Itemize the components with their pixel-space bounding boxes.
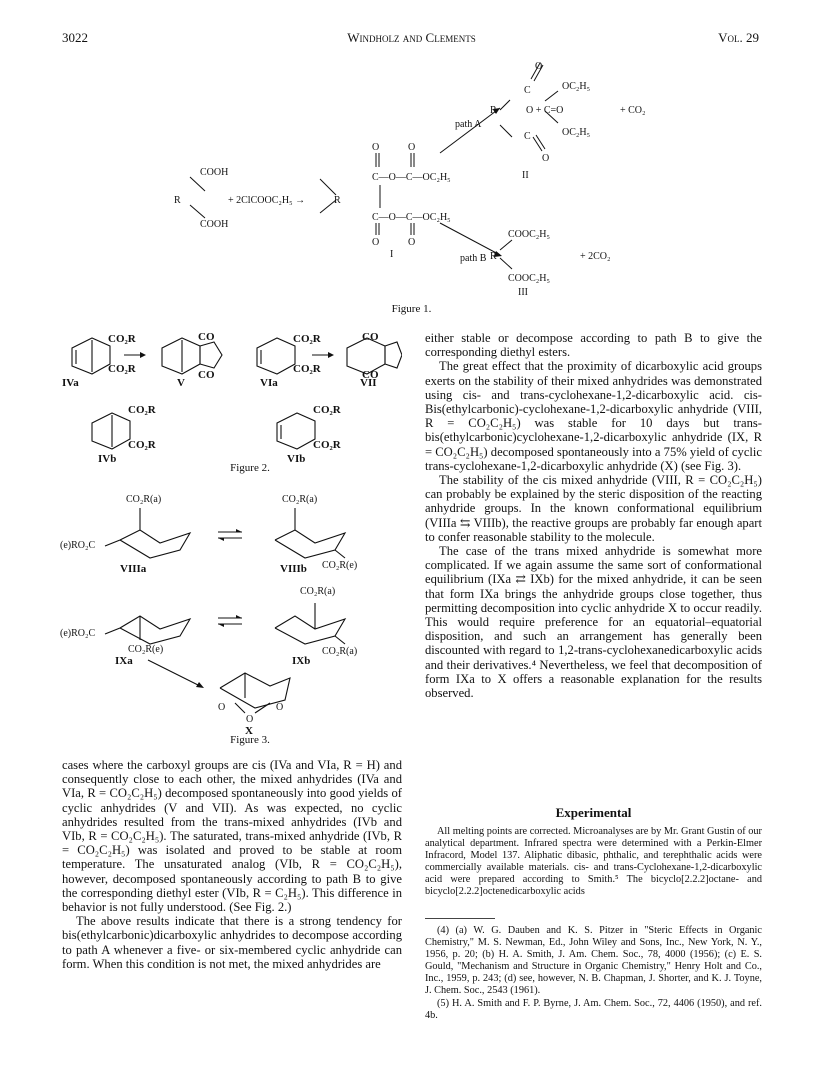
reactant-cooh-bottom: COOH (200, 219, 229, 230)
right-column-body (425, 331, 762, 700)
section-title-experimental: Experimental (555, 805, 632, 820)
co2r-label: CO₂R (313, 404, 341, 416)
product-iii-cooc2h5-top: COOC₂H₅ (508, 229, 550, 240)
co-label: CO (198, 369, 215, 381)
volume-label: Vol. 29 (718, 30, 759, 45)
oxygen-label: O (542, 153, 550, 164)
product-ii-oc2h5-top: OC₂H₅ (562, 81, 591, 92)
co2r-a-label: CO₂R(a) (126, 494, 162, 505)
compound-label-ixa: IXa (115, 655, 133, 667)
product-ii-oc2h5-bottom: OC₂H₅ (562, 127, 591, 138)
co2r-label: CO₂R (293, 363, 321, 375)
oxygen-label: O (276, 702, 284, 713)
figure-3-caption: Figure 3. (230, 734, 270, 746)
product-iii-r: R (490, 251, 497, 262)
co2r-label: CO₂R (128, 404, 156, 416)
figure-3-conformers (60, 488, 400, 734)
footnote: (5) H. A. Smith and F. P. Byrne, J. Am. Chem. Soc., 72, 4406 (1950), and ref. 4b. (425, 997, 762, 1021)
compound-label-ivb: IVb (98, 453, 117, 465)
co2r-e-label: CO₂R(e) (128, 644, 164, 655)
experimental-text (425, 826, 762, 899)
co2r-label: CO₂R (108, 333, 136, 345)
co-label: CO (198, 331, 215, 343)
reagent-chloroformate: + 2ClCOOC₂H₅ → (228, 195, 306, 206)
paragraph: The case of the trans mixed anhydride is somewhat more complicated. If we again assume the same sort of conformational equilibrium (IXa ⇄ IXb) for the mixed anhydride, it can be seen that form IXa brings the anhydride groups close together, thus permitting decomposition into cyclic anhydride X to occur readily. This would require preference for an equatorial–equatorial disposition, and such an arrangement has generally been discounted with regard to 1,2-trans-cyclohexanedicarboxylic acids and their derivatives.⁴ Nevertheless, we feel that decomposition of form IXa to X offers a reasonable explanation for the results observed. (425, 544, 762, 701)
footnote-divider (425, 918, 495, 919)
paragraph: The great effect that the proximity of dicarboxylic acid groups exerts on the stability of their mixed anhydrides was demonstrated using cis- and trans-cyclohexane-1,2-dicarboxylic acid. cis-Bis(ethylcarbonic)-cyclohexane-1,2-dicarboxylic anhydride (VIII, R = CO₂C₂H₅) was stable for 10 days but trans-bis(ethylcarbonic)cyclohexane-1,2-dicarboxylic anhydride (IX, R = CO₂C₂H₅) decomposed spontaneously into a 75% yield of cyclic trans-cyclohexane-1,2-dicarboxylic anhydride (X) (see Fig. 3). (425, 359, 762, 473)
oxygen-label: O (408, 237, 416, 248)
co-label: CO (362, 369, 379, 381)
co2r-label: CO₂R (128, 439, 156, 451)
oxygen-label: O (372, 237, 380, 248)
reactant-r: R (174, 195, 181, 206)
co2r-a-label: CO₂R(a) (282, 494, 318, 505)
product-ii-r: R (490, 105, 497, 116)
oxygen-label: O (408, 142, 416, 153)
ero2c-label: (e)RO₂C (60, 628, 96, 639)
figure-1-caption: Figure 1. (391, 303, 432, 315)
product-ii-c-bottom: C (524, 131, 531, 142)
mixed-anhydride-bottom: C—O—C—OC₂H₅ (372, 212, 451, 223)
co-label: CO (362, 331, 379, 343)
co2r-a-label: CO₂R(a) (300, 586, 336, 597)
co2r-e-label: CO₂R(e) (322, 560, 358, 571)
compound-label-via: VIa (260, 377, 278, 389)
paragraph: The above results indicate that there is a strong tendency for bis(ethylcarbonic)dicarboxylic anhydrides to decompose according to path A whenever a five- or six-membered cyclic anhydride can form. When this condition is not met, the mixed anhydrides are (62, 914, 402, 971)
oxygen-label: O (535, 61, 543, 72)
ero2c-label: (e)RO₂C (60, 540, 96, 551)
co2r-label: CO₂R (293, 333, 321, 345)
oxygen-label: O (218, 702, 226, 713)
compound-label-viiia: VIIIa (120, 563, 147, 575)
paragraph: All melting points are corrected. Microanalyses are by Mr. Grant Gustin of our analytical department. Infrared spectra were determined with a Perkin-Elmer Infracord, Model 137. Aliphatic dibasic, phthalic, and terephthalic acids were commercially available materials. cis- and trans-Cyclohexane-1,2-dicarboxylic acid were prepared according to Smith.⁵ The bicyclo[2.2.2]octane- and bicyclo[2.2.2]octenedicarboxylic acids (425, 826, 762, 898)
product-iii-label: III (518, 287, 528, 298)
product-iii-co2: + 2CO₂ (580, 251, 611, 262)
product-ii-co2: + CO₂ (620, 105, 646, 116)
figure-2-structures (62, 328, 402, 478)
oxygen-label: O (246, 714, 254, 725)
compound-label-x: X (245, 725, 253, 734)
compound-label-vii: VII (360, 377, 377, 389)
compound-label-iva: IVa (62, 377, 79, 389)
mixed-anhydride-top: C—O—C—OC₂H₅ (372, 172, 451, 183)
product-ii-label: II (522, 170, 529, 181)
product-ii-o: O + C=O (526, 105, 564, 116)
figure-2-caption: Figure 2. (230, 462, 270, 474)
reactant-cooh-top: COOH (200, 167, 229, 178)
paragraph: either stable or decompose according to path B to give the corresponding diethyl esters. (425, 331, 762, 360)
oxygen-label: O (372, 142, 380, 153)
paragraph: cases where the carboxyl groups are cis (IVa and VIa, R = H) and consequently close to each other, the mixed anhydrides (IVa and VIa, R = CO₂C₂H₅) decomposed spontaneously into good yields of cyclic anhydrides (V and VII). As was expected, no cyclic anhydrides resulted from the trans-mixed anhydrides (IVb and VIb, R = CO₂C₂H₅). The saturated, trans-mixed anhydride (IVb, R = CO₂C₂H₅) was isolated and proved to be stable at room temperature. The unsaturated analog (VIb, R = CO₂C₂H₅), however, decomposed spontaneously according to path B to give the corresponding diethyl ester (VIb, R = C₂H₅). This difference in behavior is not fully understood. (See Fig. 2.) (62, 758, 402, 915)
footnotes (425, 925, 762, 1022)
intermediate-r: R (334, 195, 341, 206)
co2r-label: CO₂R (313, 439, 341, 451)
compound-label-viiib: VIIIb (280, 563, 307, 575)
intermediate-label: I (390, 249, 394, 260)
running-title: Windholz and Clements (347, 30, 476, 45)
product-ii-c: C (524, 85, 531, 96)
footnote: (4) (a) W. G. Dauben and K. S. Pitzer in "Steric Effects in Organic Chemistry," M. S. Newman, Ed., John Wiley and Sons, Inc., New York, N. Y., 1956, p. 20; (b) H. A. Smith, J. Am. Chem. Soc., 78, 4000 (1956); (c) E. S. Gould, "Mechanism and Structure in Organic Chemistry," Henry Holt and Co., Inc., 1959, p. 243; (d) see, however, N. B. Chapman, J. Shorter, and K. J. Toyne, J. Chem. Soc., 2543 (1961). (425, 925, 762, 997)
compound-label-v: V (177, 377, 185, 389)
path-a-label: path A (455, 119, 482, 130)
page-number: 3022 (62, 30, 88, 45)
co2r-a-label: CO₂R(a) (322, 646, 358, 657)
paragraph: The stability of the cis mixed anhydride (VIII, R = CO₂C₂H₅) can probably be explained by the steric disposition of the reacting anhydride groups. In the known conformational equilibrium (VIIIa ⇆ VIIIb), the reactive groups are probably far enough apart to confer reasonable stability to the molecule. (425, 473, 762, 544)
figure-1-scheme (150, 55, 710, 305)
path-b-label: path B (460, 253, 487, 264)
left-column-body (62, 758, 402, 971)
co2r-label: CO₂R (108, 363, 136, 375)
compound-label-ixb: IXb (292, 655, 311, 667)
compound-label-vib: VIb (287, 453, 306, 465)
product-iii-cooc2h5-bottom: COOC₂H₅ (508, 273, 550, 284)
